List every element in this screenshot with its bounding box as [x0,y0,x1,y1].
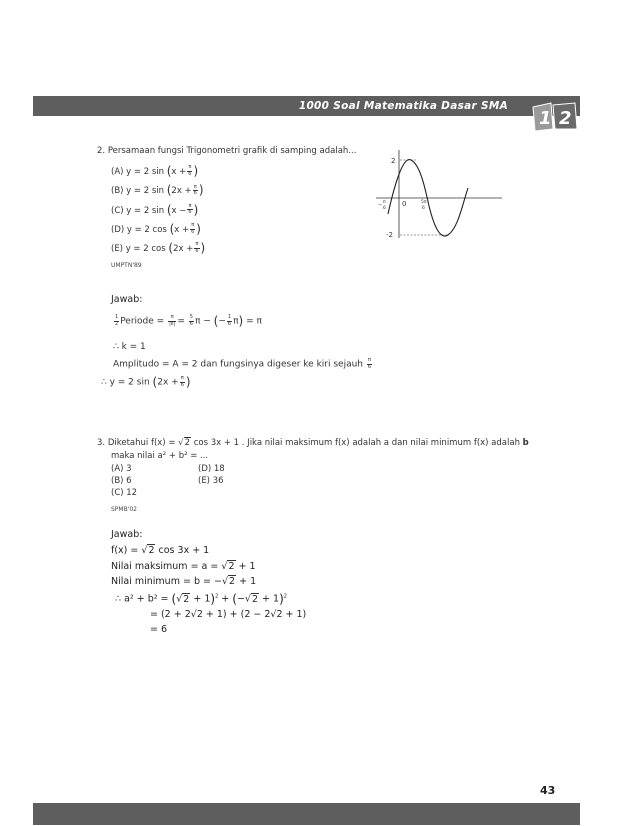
q2-option-b: (B) y = 2 sin (2x + $\frac{\pi}{6}$ ) [111,183,204,198]
q3-option-d: (D) 18 [198,464,225,474]
q3-max-line: Nilai maksimum = a = √2 + 1 [111,561,256,572]
q3-stem-line2: maka nilai a² + b² = ... [111,451,209,461]
x-left-den: 6 [383,206,386,211]
header-bar [33,96,580,116]
q3-jawab-label: Jawab: [111,529,143,540]
q3-min-line: Nilai minimum = b = −√2 + 1 [111,576,257,587]
q2-amplitudo: Amplitudo = A = 2 dan fungsinya digeser ke kiri sejauh $\frac{\pi}{6}$ [113,357,372,370]
q2-stem: 2. Persamaan fungsi Trigonometri grafik di samping adalah... [97,146,357,156]
footer-bar [33,803,580,825]
tab-right-number: 2 [559,108,572,129]
q2-options [111,162,205,258]
origin-label: 0 [402,200,407,208]
page-number: 43 [540,784,556,797]
q2-source: UMPTN'89 [111,262,142,269]
q2-option-d: (D) y = 2 cos (x + $\frac{\pi}{6}$ ) [111,221,201,236]
q3-option-a: (A) 3 [111,464,132,474]
q3-source: SPMB'02 [111,506,138,513]
q3-fx-line: f(x) = √2 cos 3x + 1 [111,545,210,556]
q2-option-c: (C) y = 2 sin (x − $\frac{\pi}{6}$ ) [111,202,199,217]
q2-periode-line: $\frac{1}{2}$ Periode = $\frac{\pi}{|k|}$ = $\frac{5}{6}$ π − (− $\frac{1}{6}$ π) = π [115,314,262,328]
q3-sum-line: ∴ $a^2 + b^2 = (√2 + 1)^2 + (-√2 + 1)^2$ [115,592,287,606]
q2-option-e: (E) y = 2 cos (2x + $\frac{\pi}{6}$ ) [111,241,206,255]
book-title: 1000 Soal Matematika Dasar SMA [298,100,508,112]
q3-option-e: (E) 36 [198,476,224,486]
y-label-top: 2 [391,157,396,165]
q2-final: ∴ y = 2 sin (2x + $\frac{\pi}{6}$ ) [101,375,191,389]
x-right-num: 5π [421,200,427,205]
x-left-num: π [383,200,386,205]
q3-result-line: = 6 [150,624,168,635]
q3-expand-line: = (2 + 2√2 + 1) + (2 − 2√2 + 1) [150,609,307,620]
q3-option-c: (C) 12 [111,488,138,498]
q2-jawab-label: Jawab: [111,294,143,305]
q2-option-a: (A) y = 2 sin (x + $\frac{\pi}{6}$ ) [111,164,199,178]
q2-therefore-k: ∴ k = 1 [113,342,146,352]
q3-option-b: (B) 6 [111,476,132,486]
y-label-bottom: -2 [386,231,393,239]
chapter-tab-icon [531,101,579,131]
sine-graph [376,148,506,240]
x-right-den: 6 [422,206,425,211]
q3-stem-line1: 3. Diketahui f(x) = √2 cos 3x + 1 . Jika nilai maksimum f(x) adalah a dan nilai minimum f(x) adalah b [97,438,529,448]
q3-options [111,463,225,499]
x-left-sign: − [378,202,383,208]
tab-left-number: 1 [539,108,552,129]
